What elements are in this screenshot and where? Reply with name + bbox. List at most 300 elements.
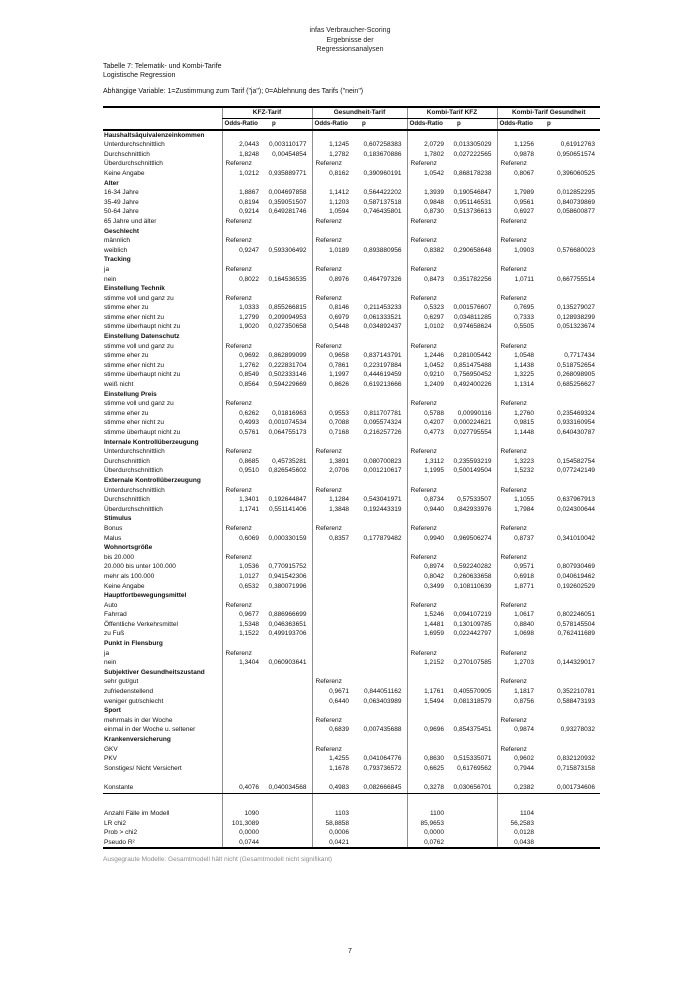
p-value-cell — [262, 591, 312, 601]
odds-ratio-cell — [407, 227, 447, 237]
section-header-row — [103, 668, 600, 678]
p-value-cell: 0,576680023 — [557, 246, 595, 254]
odds-ratio-cell — [222, 745, 262, 755]
p-value-cell — [262, 524, 312, 534]
p-value-cell: 0,154582754 — [557, 457, 595, 465]
p-value-cell — [262, 486, 312, 496]
row-label: Bonus — [104, 524, 123, 532]
p-value-cell: 0,00454854 — [272, 150, 307, 158]
odds-ratio-cell — [312, 476, 352, 486]
odds-ratio-cell: 1,2446 — [407, 351, 447, 361]
table-row — [103, 370, 600, 380]
p-value-cell: 0,190546847 — [453, 189, 492, 197]
row-label: stimme voll und ganz zu — [104, 342, 174, 350]
reference-cell: Referenz — [222, 236, 262, 246]
table-row — [103, 246, 600, 256]
odds-ratio-cell — [497, 332, 537, 342]
table-row — [103, 620, 600, 630]
odds-ratio-cell — [222, 514, 262, 524]
row-label: weiblich — [104, 246, 128, 254]
odds-ratio-cell — [497, 639, 537, 649]
p-value-cell — [352, 610, 407, 620]
reference-cell: Referenz — [407, 601, 447, 611]
odds-ratio-cell — [407, 793, 447, 809]
reference-cell: Referenz — [407, 399, 447, 409]
odds-ratio-cell — [312, 438, 352, 448]
p-value-cell — [262, 838, 312, 849]
p-value-cell — [352, 668, 407, 678]
reference-cell: Referenz — [497, 217, 537, 227]
odds-ratio-cell: 0,3499 — [407, 582, 447, 592]
odds-ratio-cell — [312, 793, 352, 809]
p-value-cell — [537, 438, 600, 448]
p-value-cell — [537, 514, 600, 524]
p-value-cell — [447, 735, 497, 745]
odds-ratio-header: Odds-Ratio — [497, 118, 537, 130]
table-row — [103, 524, 600, 534]
p-value-cell — [447, 390, 497, 400]
p-value-cell: 0,192602529 — [557, 582, 595, 590]
odds-ratio-cell: 1,8248 — [222, 150, 262, 160]
odds-ratio-cell: 1,3848 — [312, 505, 352, 515]
p-value-cell — [262, 668, 312, 678]
reference-cell: Referenz — [312, 342, 352, 352]
p-value-cell: 0,649281746 — [268, 208, 307, 216]
table-row — [103, 677, 600, 687]
p-value-cell: 0,004697858 — [268, 189, 307, 197]
p-value-cell: 0,637967913 — [557, 496, 595, 504]
reference-cell: Referenz — [222, 342, 262, 352]
odds-ratio-cell: 1,2782 — [312, 150, 352, 160]
p-value-cell — [262, 809, 312, 819]
row-label: stimme überhaupt nicht zu — [104, 429, 181, 436]
row-label: GKV — [104, 745, 118, 753]
odds-ratio-cell — [222, 255, 262, 265]
p-value-cell — [262, 677, 312, 687]
odds-ratio-cell — [407, 390, 447, 400]
p-value-cell: 0,802246051 — [557, 611, 595, 619]
odds-ratio-cell — [407, 639, 447, 649]
p-value-cell — [352, 179, 407, 189]
odds-ratio-cell — [222, 677, 262, 687]
p-value-cell: 0,00990116 — [457, 409, 492, 417]
p-value-cell: 0,077242149 — [557, 467, 595, 475]
odds-ratio-cell: 1,5232 — [497, 466, 537, 476]
p-value-cell — [447, 601, 497, 611]
odds-ratio-cell — [222, 764, 262, 774]
odds-ratio-cell: 0,8549 — [222, 370, 262, 380]
table-row — [103, 495, 600, 505]
reference-cell: Referenz — [497, 486, 537, 496]
p-value-cell: 0,840739869 — [557, 198, 595, 206]
reference-cell: Referenz — [222, 294, 262, 304]
reference-cell: Referenz — [407, 486, 447, 496]
p-value-cell — [262, 390, 312, 400]
p-value-cell: 0,770915752 — [268, 563, 307, 571]
p-value-cell — [447, 438, 497, 448]
odds-ratio-cell: 1,7989 — [497, 188, 537, 198]
section-header-row — [103, 390, 600, 400]
row-label: nein — [104, 275, 117, 283]
column-group-kombi-tarif-gesundheit: Kombi-Tarif Gesundheit — [497, 107, 600, 118]
odds-ratio-cell — [497, 227, 537, 237]
p-value-cell — [262, 227, 312, 237]
odds-ratio-cell: 1,1741 — [222, 505, 262, 515]
section-label: Geschlecht — [104, 227, 140, 235]
odds-ratio-cell: 0,8357 — [312, 534, 352, 544]
p-value-cell: 0,444619459 — [363, 371, 402, 379]
odds-ratio-cell — [497, 735, 537, 745]
odds-ratio-cell: 1,1678 — [312, 764, 352, 774]
odds-ratio-cell: 0,2382 — [497, 783, 537, 793]
p-value-cell — [447, 553, 497, 563]
row-label: mehrmals in der Woche — [104, 716, 173, 724]
p-value-cell — [537, 227, 600, 237]
summary-value-cell: 0,0128 — [497, 828, 537, 838]
row-label: stimme eher zu — [104, 352, 149, 360]
p-value-cell — [447, 543, 497, 553]
table-row — [103, 236, 600, 246]
table-row — [103, 418, 600, 428]
odds-ratio-cell: 1,3112 — [407, 457, 447, 467]
p-value-cell — [262, 342, 312, 352]
p-value-cell: 0,216257726 — [363, 429, 402, 436]
odds-ratio-cell: 0,9510 — [222, 466, 262, 476]
row-label: Unterdurchschnittlich — [104, 486, 165, 494]
table-row — [103, 159, 600, 169]
p-value-cell — [352, 486, 407, 496]
odds-ratio-cell: 0,8626 — [312, 380, 352, 390]
odds-ratio-cell: 0,9940 — [407, 534, 447, 544]
p-value-cell — [352, 217, 407, 227]
p-value-cell: 0,969506274 — [453, 534, 492, 542]
p-value-cell — [262, 543, 312, 553]
section-label: Punkt in Flensburg — [104, 640, 163, 648]
row-label: Durchschnittlich — [104, 457, 150, 465]
odds-ratio-cell: 2,0729 — [407, 140, 447, 150]
odds-ratio-cell — [407, 130, 447, 141]
p-value-cell: 0,013305029 — [453, 141, 492, 149]
p-value-cell: 0,715873158 — [557, 764, 595, 772]
p-value-cell: 0,040034568 — [262, 783, 312, 793]
odds-ratio-cell: 2,0706 — [312, 466, 352, 476]
odds-ratio-cell: 1,0189 — [312, 246, 352, 256]
reference-cell: Referenz — [222, 524, 262, 534]
odds-ratio-cell — [497, 793, 537, 809]
odds-ratio-cell — [312, 553, 352, 563]
section-header-row — [103, 227, 600, 237]
p-value-cell — [352, 476, 407, 486]
p-value-cell: 0,001210617 — [363, 467, 402, 475]
odds-ratio-cell: 1,1438 — [497, 361, 537, 371]
table-row — [103, 207, 600, 217]
reference-cell: Referenz — [497, 399, 537, 409]
p-value-cell: 0,45735281 — [272, 457, 307, 465]
p-value-cell: 0,290658648 — [453, 246, 492, 254]
p-value-cell — [447, 828, 497, 838]
konstante-row — [103, 783, 600, 793]
summary-value-cell: 56,2583 — [497, 819, 537, 829]
odds-ratio-cell — [222, 754, 262, 764]
p-value-cell: 0,61912763 — [560, 141, 595, 149]
p-value-cell: 0,57533507 — [457, 496, 492, 504]
odds-ratio-cell: 0,7861 — [312, 361, 352, 371]
p-value-cell: 0,793736572 — [363, 764, 402, 772]
odds-ratio-cell — [407, 284, 447, 294]
odds-ratio-cell — [312, 130, 352, 141]
odds-ratio-cell — [222, 793, 262, 809]
p-value-cell: 0,564422202 — [363, 189, 402, 197]
row-label: weiß nicht — [104, 381, 134, 389]
p-value-cell: 0,868178238 — [453, 169, 492, 177]
p-value-cell — [447, 342, 497, 352]
reference-cell: Referenz — [407, 265, 447, 275]
odds-ratio-cell: 0,4076 — [222, 783, 262, 793]
section-label: Tracking — [104, 256, 131, 264]
odds-ratio-cell: 0,9658 — [312, 351, 352, 361]
p-value-cell: 0,135279027 — [557, 304, 595, 312]
odds-ratio-cell: 1,0452 — [407, 361, 447, 371]
odds-ratio-cell — [497, 130, 537, 141]
p-value-cell — [537, 668, 600, 678]
row-label: stimme eher zu — [104, 304, 149, 312]
odds-ratio-cell: 1,3225 — [497, 370, 537, 380]
p-value-cell — [447, 773, 497, 783]
table-row — [103, 275, 600, 285]
p-value-cell — [262, 639, 312, 649]
p-value-cell — [352, 543, 407, 553]
odds-ratio-cell — [312, 601, 352, 611]
odds-ratio-cell: 1,8867 — [222, 188, 262, 198]
p-value-cell — [537, 706, 600, 716]
odds-ratio-cell: 0,9677 — [222, 610, 262, 620]
header-line-1: infas Verbraucher-Scoring — [309, 27, 391, 34]
table-row — [103, 457, 600, 467]
p-value-cell — [447, 486, 497, 496]
table-row — [103, 629, 600, 639]
odds-ratio-cell: 1,1997 — [312, 370, 352, 380]
row-label: 16-34 Jahre — [104, 189, 139, 197]
odds-ratio-cell — [497, 438, 537, 448]
p-value-cell — [262, 716, 312, 726]
row-label: Unterdurchschnittlich — [104, 141, 165, 149]
p-value-cell — [352, 819, 407, 829]
odds-ratio-cell: 0,6927 — [497, 207, 537, 217]
p-value-cell: 0,359051507 — [268, 198, 307, 206]
p-value-cell — [262, 725, 312, 735]
p-value-cell: 0,854375451 — [453, 726, 492, 734]
odds-ratio-cell — [312, 179, 352, 189]
table-row — [103, 687, 600, 697]
p-value-cell: 0,211453233 — [364, 304, 402, 312]
table-row — [103, 265, 600, 275]
row-label: ja — [104, 649, 110, 657]
reference-cell: Referenz — [407, 217, 447, 227]
odds-ratio-cell: 1,0698 — [497, 629, 537, 639]
row-label: Keine Angabe — [104, 169, 145, 177]
table-header — [103, 107, 600, 130]
odds-ratio-cell: 1,2703 — [497, 658, 537, 668]
row-label: Konstante — [103, 783, 222, 793]
p-value-cell — [537, 486, 600, 496]
p-value-cell: 0,223197884 — [363, 361, 402, 369]
p-value-cell: 0,951146531 — [454, 198, 492, 206]
table-row — [103, 303, 600, 313]
row-label: Fahrrad — [104, 611, 127, 619]
odds-ratio-cell — [312, 399, 352, 409]
p-value-cell: 0,746435801 — [363, 208, 402, 216]
p-value-cell — [262, 745, 312, 755]
odds-ratio-cell: 1,1055 — [497, 495, 537, 505]
p-value-cell — [447, 255, 497, 265]
odds-ratio-cell: 1,0212 — [222, 169, 262, 179]
odds-ratio-cell: 0,8473 — [407, 275, 447, 285]
p-value-cell — [447, 514, 497, 524]
odds-ratio-cell: 0,8685 — [222, 457, 262, 467]
reference-cell: Referenz — [407, 159, 447, 169]
p-value-cell: 0,034892437 — [363, 323, 402, 331]
p-value-cell: 0,93278032 — [560, 726, 595, 734]
p-value-cell: 0,844051162 — [364, 688, 402, 696]
p-value-cell — [537, 649, 600, 659]
regression-table — [103, 106, 600, 849]
table-row — [103, 198, 600, 208]
p-value-cell — [537, 524, 600, 534]
p-value-cell: 0,515335071 — [453, 755, 492, 763]
odds-ratio-cell — [222, 543, 262, 553]
spacer-cell — [103, 793, 222, 809]
summary-value-cell: 0,0421 — [312, 838, 352, 849]
odds-ratio-cell: 0,8564 — [222, 380, 262, 390]
section-header-row — [103, 591, 600, 601]
odds-ratio-cell: 0,6918 — [497, 572, 537, 582]
p-value-cell: 0,192644847 — [268, 496, 307, 504]
p-value-cell: 0,164536535 — [268, 275, 307, 283]
table-row — [103, 534, 600, 544]
table-caption-method: Logistische Regression — [103, 72, 176, 79]
odds-ratio-cell: 1,0536 — [222, 562, 262, 572]
odds-ratio-cell — [497, 543, 537, 553]
odds-ratio-cell: 0,9696 — [407, 725, 447, 735]
p-value-cell — [537, 828, 600, 838]
section-label: Stimulus — [104, 515, 132, 523]
reference-cell: Referenz — [222, 399, 262, 409]
table-row — [103, 754, 600, 764]
odds-ratio-cell: 0,9214 — [222, 207, 262, 217]
table-row — [103, 188, 600, 198]
p-value-cell — [262, 553, 312, 563]
odds-ratio-cell: 0,9553 — [312, 409, 352, 419]
p-value-cell — [537, 601, 600, 611]
reference-cell: Referenz — [312, 159, 352, 169]
reference-cell: Referenz — [407, 649, 447, 659]
odds-ratio-cell: 0,8067 — [497, 169, 537, 179]
p-value-cell: 0,837143791 — [363, 352, 402, 360]
odds-ratio-cell: 0,9440 — [407, 505, 447, 515]
row-label: zufriedenstellend — [104, 688, 154, 696]
p-value-cell — [262, 687, 312, 697]
p-value-cell: 0,034811285 — [454, 313, 492, 321]
odds-ratio-cell — [497, 179, 537, 189]
p-value-cell: 0,046363651 — [268, 620, 307, 628]
odds-ratio-cell: 1,0102 — [407, 322, 447, 332]
p-value-cell: 0,001576607 — [453, 304, 492, 312]
reference-cell: Referenz — [497, 677, 537, 687]
odds-ratio-cell: 1,0127 — [222, 572, 262, 582]
column-group-gesundheit-tarif: Gesundheit-Tarif — [312, 107, 407, 118]
p-value-cell — [537, 745, 600, 755]
row-label: stimme eher zu — [104, 409, 149, 417]
header-line-3: Regressionsanalysen — [316, 46, 384, 53]
p-value-cell — [262, 179, 312, 189]
reference-cell: Referenz — [497, 745, 537, 755]
reference-cell: Referenz — [222, 601, 262, 611]
p-value-cell — [262, 819, 312, 829]
row-label: Unterdurchschnittlich — [104, 448, 165, 456]
row-label: PKV — [104, 755, 118, 763]
odds-ratio-cell: 1,3891 — [312, 457, 352, 467]
p-value-cell — [352, 284, 407, 294]
section-header-row — [103, 476, 600, 486]
section-label: Externale Kontrollüberzeugung — [104, 476, 201, 484]
p-value-cell — [352, 255, 407, 265]
p-value-cell: 0,027795554 — [453, 429, 492, 436]
p-value-cell: 0,502333146 — [268, 371, 307, 379]
reference-cell: Referenz — [312, 745, 352, 755]
reference-cell: Referenz — [497, 649, 537, 659]
spacer-row — [103, 793, 600, 809]
p-value-cell — [447, 677, 497, 687]
odds-ratio-cell — [497, 255, 537, 265]
p-value-cell — [537, 332, 600, 342]
section-label: Einstellung Technik — [104, 285, 165, 293]
p-value-cell: 0,260633658 — [453, 572, 492, 580]
odds-ratio-cell — [407, 706, 447, 716]
p-value-cell — [352, 639, 407, 649]
summary-value-cell: 0,0762 — [407, 838, 447, 849]
p-value-cell: 0,058600877 — [557, 208, 595, 216]
p-value-cell: 0,003110177 — [269, 141, 307, 149]
odds-ratio-cell: 0,8734 — [407, 495, 447, 505]
table-row — [103, 572, 600, 582]
p-value-cell — [262, 735, 312, 745]
p-value-cell: 0,842933976 — [453, 505, 492, 513]
odds-ratio-cell — [497, 706, 537, 716]
reference-cell: Referenz — [407, 553, 447, 563]
p-value-cell: 0,518752654 — [557, 361, 595, 369]
p-header: p — [447, 118, 497, 130]
odds-ratio-cell — [222, 706, 262, 716]
odds-ratio-cell — [407, 255, 447, 265]
p-value-cell — [262, 255, 312, 265]
p-value-cell: 0,177879482 — [363, 534, 402, 542]
p-value-cell — [447, 217, 497, 227]
section-header-row — [103, 735, 600, 745]
odds-ratio-cell — [312, 735, 352, 745]
reference-cell: Referenz — [312, 265, 352, 275]
column-group-kombi-tarif-kfz: Kombi-Tarif KFZ — [407, 107, 497, 118]
row-label: 50-64 Jahre — [104, 208, 139, 216]
summary-value-cell: 1104 — [497, 809, 537, 819]
p-value-cell — [447, 265, 497, 275]
p-value-cell — [537, 159, 600, 169]
odds-ratio-cell — [497, 284, 537, 294]
p-value-cell — [447, 838, 497, 849]
p-value-cell — [262, 764, 312, 774]
odds-ratio-header: Odds-Ratio — [312, 118, 352, 130]
p-value-cell — [262, 697, 312, 707]
summary-value-cell: 0,0000 — [407, 828, 447, 838]
